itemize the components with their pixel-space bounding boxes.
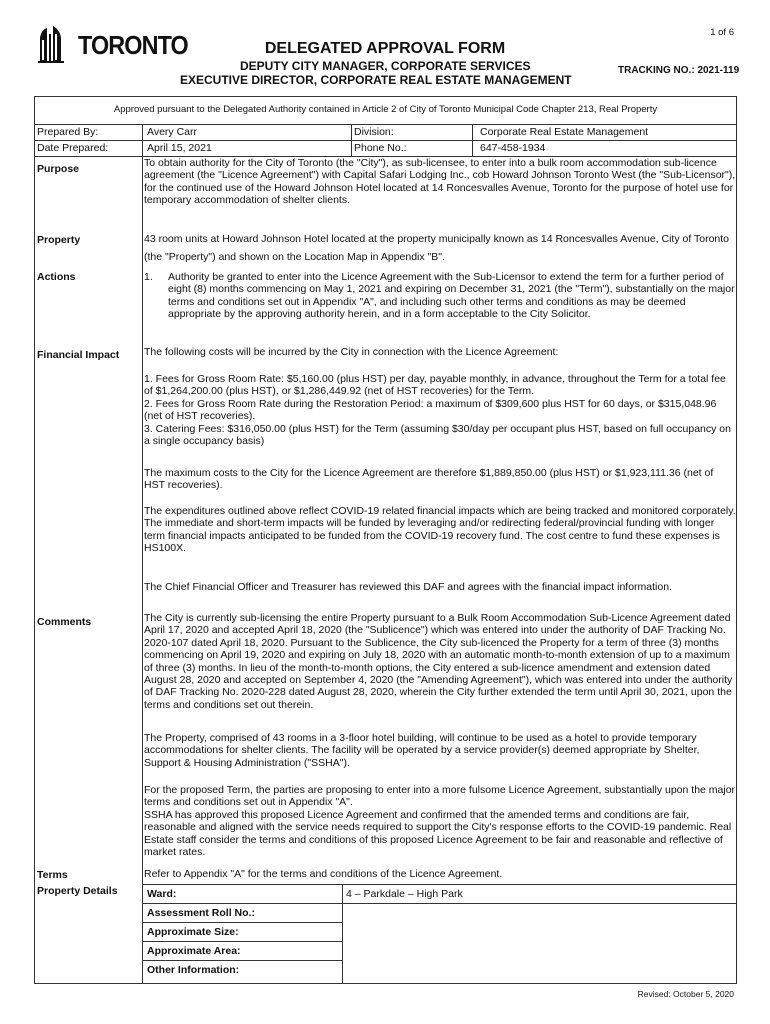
property-label: Property	[37, 234, 81, 246]
divider	[472, 124, 473, 156]
form-subtitle-1: DEPUTY CITY MANAGER, CORPORATE SERVICES	[240, 59, 531, 73]
revised-date: Revised: October 5, 2020	[637, 989, 734, 999]
financial-text-2	[144, 373, 736, 447]
comments-paragraph: The City is currently sub-licensing the entire Property pursuant to a Bulk Room Accommodation Sub-Licence Agreement dated April 17, 2020 and accepted April 18, 2020 (the "Sublicence") which was entered into under the authority of DAF Tracking No. 2020-107 dated April 18, 2020. Pursuant to the Sublicence, the City sub-licenced the Property for a term of three (3) months commencing on April 19, 2020 and expiring on July 18, 2020 with an automatic month-to-month extension of up to a maximum of three (3) months. In lieu of the month-to-month options, the City entered a sub-licence amendment and extension dated August 28, 2020 and accepted on September 4, 2020 (the "Amending Agreement"), which was entered into under the authority of DAF Tracking No. 2020-228 dated August 28, 2020, wherein the City further extended the term until April 30, 2021, upon the terms and conditions set out therein.	[144, 612, 733, 711]
approximate-area-label: Approximate Area:	[147, 945, 241, 957]
property-paragraph: 43 room units at Howard Johnson Hotel located at the property municipally known as 14 Roncesvalles Avenue, City of Toronto (the "Property") and shown on the Location Map in Appendix "B".	[144, 233, 730, 263]
phone-value: 647-458-1934	[480, 142, 546, 154]
financial-paragraph: The Chief Financial Officer and Treasurer has reviewed this DAF and agrees with the financial impact information.	[144, 581, 672, 593]
financial-paragraph: The following costs will be incurred by the City in connection with the Licence Agreement:	[144, 346, 559, 358]
financial-text-3	[144, 467, 736, 492]
phone-label: Phone No.:	[354, 142, 407, 154]
date-prepared-value: April 15, 2021	[147, 142, 212, 154]
comments-paragraph: For the proposed Term, the parties are proposing to enter into a more fulsome Licence Agreement, substantially upon the major terms and conditions set out in Appendix "A".	[144, 784, 736, 809]
financial-text-1	[144, 346, 736, 358]
division-value: Corporate Real Estate Management	[480, 126, 649, 138]
divider	[351, 124, 352, 156]
ward-value: 4 – Parkdale – High Park	[346, 888, 463, 900]
assessment-roll-label: Assessment Roll No.:	[147, 907, 255, 919]
financial-paragraph: The maximum costs to the City for the Licence Agreement are therefore $1,889,850.00 (plus HST) or $1,923,111.36 (net of HST recoveries).	[144, 467, 714, 492]
financial-item-3: 3. Catering Fees: $316,050.00 (plus HST) for the Term (assuming $30/day per occupant plus HST, based on full occupancy on a single occupancy basis)	[144, 422, 731, 448]
comments-label: Comments	[37, 616, 92, 628]
approximate-size-label: Approximate Size:	[147, 926, 239, 938]
financial-text-4	[144, 505, 736, 555]
comments-text-2	[144, 732, 736, 769]
divider	[342, 884, 343, 984]
action-number: 1.	[144, 271, 153, 283]
financial-paragraph: The expenditures outlined above reflect COVID-19 related financial impacts which are being tracked and monitored corporately. The immediate and short-term impacts will be funded by leveraging and/or redirecting federal/provincial funding with longer term financial impacts anticipated to be funded from the COVID-19 recovery fund. The cost centre to fund these expenses is HS100X.	[144, 505, 736, 555]
comments-text-1	[144, 612, 736, 711]
other-information-label: Other Information:	[147, 964, 240, 976]
form-subtitle-2: EXECUTIVE DIRECTOR, CORPORATE REAL ESTATE MANAGEMENT	[180, 73, 572, 87]
prepared-by-value: Avery Carr	[147, 126, 197, 138]
logo-text: TORONTO	[78, 30, 188, 60]
page-number: 1 of 6	[710, 27, 734, 38]
comments-text-3	[144, 784, 736, 858]
terms-paragraph: Refer to Appendix "A" for the terms and conditions of the Licence Agreement.	[144, 868, 503, 880]
actions-label: Actions	[37, 271, 76, 283]
divider	[34, 124, 737, 125]
purpose-paragraph: To obtain authority for the City of Toronto (the "City"), as sub-licensee, to enter into a bulk room accommodation sub-licence agreement (the "Licence Agreement") with Capital Safari Lodging Inc., cob Howard Johnson Toronto West (the "Sub-Licensor"), for the continued use of the Howard Johnson Hotel located at 14 Roncesvalles Avenue, Toronto for the purpose of hotel use for temporary accommodation of shelter clients.	[144, 157, 736, 207]
divider	[142, 960, 342, 961]
terms-text	[144, 868, 736, 880]
terms-label: Terms	[37, 869, 68, 881]
division-label: Division:	[354, 126, 394, 138]
divider	[142, 884, 737, 885]
divider	[142, 124, 143, 984]
prepared-by-label: Prepared By:	[37, 126, 99, 138]
form-title: DELEGATED APPROVAL FORM	[264, 40, 506, 57]
property-details-label: Property Details	[37, 885, 118, 897]
purpose-text	[144, 157, 736, 207]
financial-text-5	[144, 581, 736, 593]
comments-paragraph: SSHA has approved this proposed Licence Agreement and confirmed that the amended terms and conditions are fair, reasonable and aligned with the service needs required to support the City's response efforts to the COVID-19 pandemic. Real Estate staff consider the terms and conditions of this proposed Licence Agreement to be fair and reasonable and reflective of market rates.	[144, 808, 732, 859]
financial-item-2: 2. Fees for Gross Room Rate during the Restoration Period: a maximum of $309,600 plus HST for 60 days, or $315,048.96 (net of HST recoveries).	[144, 397, 717, 423]
ward-label: Ward:	[147, 888, 177, 900]
tracking-number: TRACKING NO.: 2021-119	[618, 65, 740, 76]
comments-paragraph: The Property, comprised of 43 rooms in a 3-floor hotel building, will continue to be used as a hotel to provide temporary accommodations for shelter clients. The facility will be operated by a service provider(s) deemed appropriate by Shelter, Support & Housing Administration ("SSHA").	[144, 732, 700, 769]
divider	[142, 903, 737, 904]
date-prepared-label: Date Prepared:	[37, 142, 109, 154]
property-text	[144, 230, 736, 266]
divider	[142, 941, 342, 942]
purpose-label: Purpose	[37, 163, 80, 175]
divider	[34, 140, 737, 141]
action-item-1: Authority be granted to enter into the Licence Agreement with the Sub-Licensor to extend the term for a further period of eight (8) months commencing on May 1, 2021 and expiring on December 31, 2021 (the "Term"), substantially on the major terms and conditions set out in Appendix "A", and including such other terms and conditions as may be deemed appropriate by the approving authority herein, and in a form acceptable to the City Solicitor.	[168, 271, 735, 321]
financial-item-1: 1. Fees for Gross Room Rate: $5,160.00 (plus HST) per day, payable monthly, in advance, throughout the Term for a total fee of $1,264,200.00 (plus HST), or $1,286,449.92 (net of HST recoveries) for the Term.	[144, 373, 726, 398]
approved-text: Approved pursuant to the Delegated Authority contained in Article 2 of City of Toronto Municipal Code Chapter 213, Real Property	[113, 104, 658, 115]
actions-text	[144, 271, 736, 321]
financial-impact-label: Financial Impact	[37, 349, 120, 361]
divider	[142, 922, 342, 923]
